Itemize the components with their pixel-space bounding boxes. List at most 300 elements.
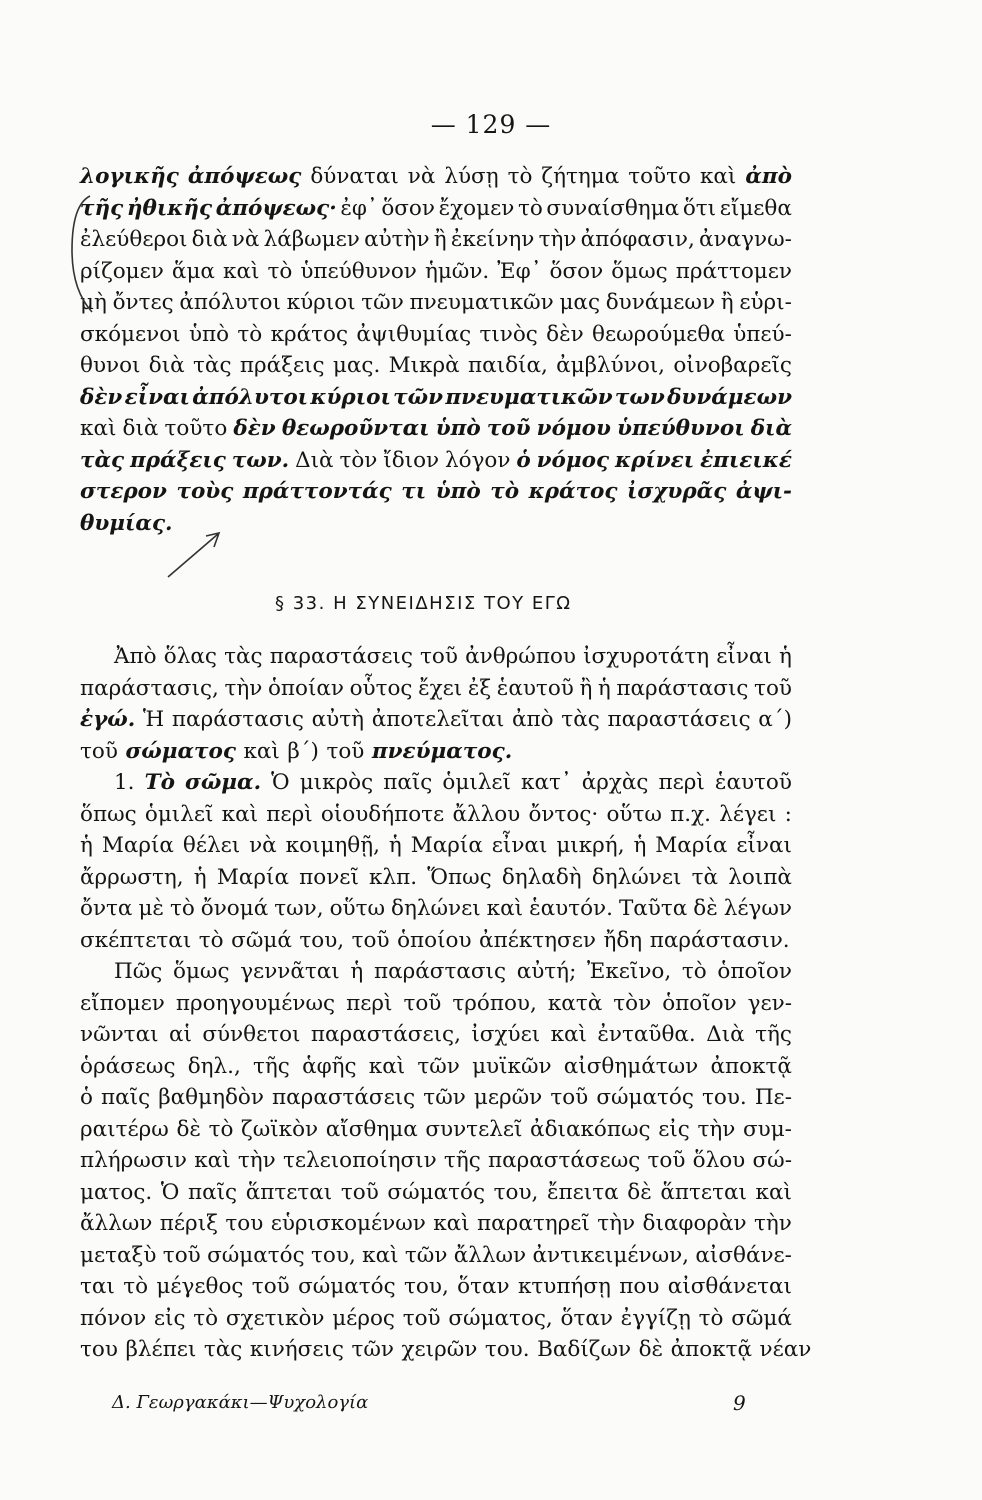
word: περὶ	[266, 801, 313, 827]
word: σώματος,	[448, 1305, 553, 1331]
word: τοῦ	[754, 675, 792, 701]
word: ἅπτεται	[660, 1179, 747, 1205]
word: τὸν	[339, 447, 378, 473]
word: του	[225, 1211, 264, 1236]
word: νόμου	[536, 416, 611, 441]
word: ἄρρωστη,	[80, 864, 184, 890]
word: ὅταν	[457, 1274, 510, 1299]
word: γεν-	[747, 990, 792, 1016]
word: ματος.	[80, 1179, 153, 1205]
word: καὶ	[80, 416, 117, 441]
word: δὲν	[233, 416, 276, 441]
word: ὑπεύ-	[733, 321, 792, 347]
word: του,	[493, 1179, 539, 1205]
text-line	[80, 1208, 792, 1240]
word: δηλώνει	[391, 896, 481, 921]
word: ὑπεύθυνον	[300, 258, 417, 284]
word: ὁμιλεῖ	[442, 770, 511, 795]
word: των,	[274, 896, 324, 921]
paragraph	[80, 767, 792, 956]
word: σώματός	[298, 1274, 396, 1299]
word: τὰ	[691, 864, 719, 890]
word: σκόμενοι	[80, 321, 181, 347]
word: ἔπειτα	[547, 1179, 619, 1205]
word: μας.	[332, 353, 381, 378]
word: λοιπὰ	[728, 864, 792, 890]
word: νὰ	[407, 164, 436, 189]
text-line	[80, 956, 792, 988]
word: ἑαυτοῦ	[714, 770, 792, 795]
word: διαφορὰν	[642, 1211, 747, 1236]
word: ἀψιθυμίας	[356, 321, 472, 347]
word: λογικῆς	[80, 164, 179, 189]
word: τινὸς	[479, 321, 538, 347]
word: κτυπήσῃ	[517, 1274, 611, 1299]
word: ἔχομεν	[438, 195, 515, 221]
word: περὶ	[346, 990, 393, 1016]
text-line	[80, 1114, 792, 1146]
word: δὲν	[80, 384, 123, 410]
word: διὰ	[191, 227, 228, 252]
word: ἀπόλυτοι	[192, 384, 309, 410]
word: καὶ	[223, 258, 260, 284]
word: θεωροῦνται	[281, 416, 430, 441]
word: τοῦτο	[164, 416, 228, 441]
word: ζήτημα	[541, 164, 620, 189]
word: τοῦτο	[628, 164, 691, 189]
text-line	[80, 1303, 792, 1335]
word: ὑπὸ	[435, 479, 481, 504]
word: των	[614, 384, 665, 410]
word: ἁφῆς	[302, 1053, 357, 1079]
word: Ταῦτα	[618, 896, 688, 921]
word: ἀδιακόπως	[530, 1116, 651, 1142]
footer-signature-number: 9	[733, 1391, 746, 1415]
word: π.χ.	[670, 801, 711, 827]
word: παράστασιν.	[649, 927, 790, 953]
word: θέλει	[182, 833, 241, 858]
word: λύσῃ	[444, 164, 499, 189]
word: ἡ	[193, 864, 207, 890]
text-line	[80, 1271, 792, 1303]
word: δὲν	[546, 321, 584, 347]
word: σώματός	[207, 1242, 305, 1268]
word: οἰνοβαρεῖς	[673, 353, 792, 378]
word: ἔχει	[418, 675, 463, 701]
word: μέρος	[332, 1305, 395, 1331]
word: πέριξ	[159, 1211, 218, 1236]
arrow-mark	[168, 533, 219, 577]
word: αὐτὴ	[311, 707, 365, 732]
word: του,	[311, 1242, 356, 1268]
word: ὁράσεως	[80, 1053, 176, 1079]
word: μικρὸς	[299, 770, 374, 795]
word: παῖς	[187, 1179, 238, 1205]
word: δυνάμεων	[605, 290, 716, 315]
word: διὰ	[122, 416, 159, 441]
word: πονεῖ	[299, 864, 359, 890]
word: τὴν	[224, 675, 263, 701]
word: δὲ	[638, 1337, 664, 1362]
word: παραστάσεις	[272, 1085, 416, 1110]
word: τοῦ	[647, 1148, 686, 1173]
word: τῶν	[361, 290, 404, 315]
word: κατὰ	[547, 990, 603, 1016]
word: ἀποκτᾷ	[670, 1337, 753, 1362]
word: δὲ	[693, 896, 718, 921]
word: τῶν	[423, 1085, 466, 1110]
word: ὑπὸ	[435, 416, 481, 441]
word: ἅμα	[171, 258, 215, 284]
word: Μαρία	[655, 833, 728, 858]
word: παῖς	[101, 1085, 151, 1110]
word: ἡμῶν.	[424, 258, 490, 284]
word: τὴν	[538, 227, 577, 252]
word: πράξεις	[239, 353, 325, 378]
word: ται	[80, 1274, 115, 1299]
word: ἀπὸ	[745, 164, 792, 189]
word: δύναται	[310, 164, 399, 189]
word: Ἐφ᾽	[497, 258, 542, 284]
word: Τὸ	[144, 770, 175, 795]
word: δηλώνει	[591, 864, 682, 890]
word: ὁ	[80, 1085, 93, 1110]
word: αὐτὴν	[364, 227, 430, 252]
paragraph	[80, 641, 792, 767]
word: ὅταν	[560, 1305, 613, 1331]
text-line	[80, 673, 792, 705]
word: ὄντες	[112, 290, 174, 315]
word: παράστασις	[373, 959, 507, 984]
word: οἱουδήποτε	[320, 801, 445, 827]
word: κράτος	[270, 321, 349, 347]
word: ἄλλων	[453, 1242, 527, 1268]
word: ἀπόψεως·	[215, 195, 337, 221]
word: ὅσον	[381, 195, 435, 221]
word: ἢ	[433, 227, 447, 252]
word: μέγεθος	[156, 1274, 244, 1299]
word: ἀπὸ	[512, 707, 554, 732]
word: παρατηρεῖ	[477, 1211, 590, 1236]
word: σώματός	[387, 1179, 485, 1205]
word: ὄντα	[80, 896, 133, 921]
word: 1.	[114, 770, 135, 795]
word: λέγων	[723, 896, 792, 921]
word: νόμος	[536, 447, 610, 473]
word: του.	[701, 1085, 747, 1110]
word: του,	[404, 1274, 449, 1299]
word: ἢ	[720, 290, 734, 315]
word: μυϊκῶν	[472, 1053, 552, 1079]
word: διὰ	[750, 416, 792, 441]
text-line	[80, 704, 792, 736]
text-line	[80, 1145, 792, 1177]
word: :	[784, 801, 792, 827]
word: καὶ	[433, 1211, 470, 1236]
word: Διὰ	[706, 1022, 745, 1047]
word: τὰς	[224, 644, 263, 669]
text-line	[80, 799, 792, 831]
word: ἡ	[350, 959, 364, 984]
word: δηλαδὴ	[501, 864, 582, 890]
word: Πῶς	[114, 959, 163, 984]
word: σώ-	[752, 1148, 792, 1173]
word: ἅπτεται	[245, 1179, 333, 1205]
word: παραστάσεις	[269, 644, 413, 669]
word: τῆς	[80, 195, 124, 221]
text-line	[80, 1177, 792, 1209]
word: αἰσθημάτων	[563, 1053, 699, 1079]
text-line	[80, 925, 792, 957]
word: περὶ	[658, 770, 705, 795]
text-line	[80, 161, 792, 193]
text-line	[80, 287, 792, 319]
word: κράτος	[528, 479, 618, 504]
word: Πε-	[754, 1085, 792, 1110]
word: οὕτω	[329, 896, 386, 921]
word: κλπ.	[369, 864, 418, 890]
word: Ἐκεῖνο,	[587, 959, 672, 984]
text-line	[80, 1051, 792, 1083]
word: αἴσθημα	[325, 1116, 418, 1142]
text-line	[80, 736, 792, 768]
word: κατ᾽	[521, 770, 572, 795]
word: ὅλας	[163, 644, 217, 669]
word: μικρή,	[556, 833, 625, 858]
word: δηλ.,	[187, 1053, 241, 1079]
text-line	[80, 476, 792, 508]
word: οὕτω	[606, 801, 662, 827]
word: τὸ	[193, 1305, 219, 1331]
word: τὰς	[80, 447, 125, 473]
word: σῶμά	[231, 927, 292, 953]
word: Ἀπὸ	[114, 644, 157, 669]
word: ἀνθρώπου	[465, 644, 576, 669]
word: τῶν	[351, 1337, 394, 1362]
word: πλήρωσιν	[80, 1148, 187, 1173]
word: μὲ	[138, 896, 164, 921]
word: κύριοι	[310, 384, 391, 410]
word: νὰ	[231, 227, 260, 252]
text-line	[80, 508, 792, 540]
word: σῶμα.	[184, 770, 262, 795]
word: συναίσθημα	[546, 195, 680, 221]
word: λέγει	[719, 801, 777, 827]
word: δὲ	[176, 1116, 201, 1142]
word: ἐπιεικέ	[700, 447, 792, 473]
word: β΄)	[287, 738, 319, 764]
word: τὰς	[203, 1337, 243, 1362]
word: εἴμεθα	[719, 195, 792, 221]
word: καὶ	[243, 738, 280, 764]
word: τοὺς	[176, 479, 234, 504]
word: βλέπει	[125, 1337, 197, 1362]
word: ἡ	[80, 833, 93, 858]
word: τὸ	[198, 927, 224, 953]
word: Μικρὰ	[388, 353, 460, 378]
word: ὁ	[516, 447, 531, 473]
text-line	[80, 319, 792, 351]
word: τῶν	[404, 1242, 448, 1268]
word: ἀποτελεῖται	[371, 707, 505, 732]
word: ὅτι	[682, 195, 717, 221]
word: τῆς	[755, 1022, 792, 1047]
word: καὶ	[755, 1179, 792, 1205]
word: ὅσον	[549, 258, 604, 284]
word: χειρῶν	[401, 1337, 478, 1362]
word: κύριοι	[286, 290, 356, 315]
word: εἶναι	[716, 644, 772, 669]
word: τοῦ	[403, 990, 442, 1016]
word: τοῦ	[402, 1305, 441, 1331]
word: αἰσθάνεται	[667, 1274, 792, 1299]
word: ρίζομεν	[80, 258, 164, 284]
page-number: — 129 —	[430, 110, 552, 139]
word: νὰ	[249, 833, 277, 858]
word: τὸ	[208, 1116, 234, 1142]
text-line	[80, 862, 792, 894]
word: σχετικὸν	[225, 1305, 325, 1331]
text-line	[80, 445, 792, 477]
word: τρόπου,	[452, 990, 537, 1016]
word: μεταξὺ	[80, 1242, 157, 1268]
word: ἀρχὰς	[581, 770, 649, 795]
word: ζωϊκὸν	[241, 1116, 319, 1142]
word: Ἡ	[142, 707, 165, 732]
text-line	[80, 193, 792, 225]
word: τελειοποίησιν	[282, 1148, 437, 1173]
word: τοῦ	[251, 1274, 290, 1299]
word: σώματός	[596, 1085, 694, 1110]
word: αὐτή;	[516, 959, 577, 984]
word: καὶ	[486, 896, 524, 921]
word: ὅμως	[611, 258, 668, 284]
text-block-top	[80, 161, 792, 539]
word: ὑπὸ	[188, 321, 230, 347]
word: τι	[401, 479, 427, 504]
word: εἶναι	[491, 833, 548, 858]
word: πνευματικῶν	[409, 290, 554, 315]
word: τὸ	[237, 321, 263, 347]
word: ἰσχυρᾶς	[627, 479, 727, 504]
word: εἶναι	[736, 833, 792, 858]
word: τὸ	[490, 479, 520, 504]
word: που	[619, 1274, 660, 1299]
word: ἢ	[579, 675, 593, 701]
word: ἑαυτόν.	[529, 896, 613, 921]
word: τὴν	[697, 1116, 736, 1142]
text-line	[80, 641, 792, 673]
word: τὰς	[193, 353, 232, 378]
word: ἡ	[633, 833, 647, 858]
word: παραστάσεις,	[310, 1022, 461, 1047]
word: πράξεις	[130, 447, 226, 473]
text-line	[80, 382, 792, 414]
paragraph	[80, 956, 812, 1366]
word: καὶ	[550, 1022, 587, 1047]
word: ἀντικειμένων,	[532, 1242, 690, 1268]
word: τῆς	[253, 1053, 290, 1079]
word: σώματος	[125, 738, 236, 764]
word: δὲ	[627, 1179, 652, 1205]
section-heading: § 33. Η ΣΥΝΕΙΔΗΣΙΣ ΤΟΥ ΕΓΩ	[275, 593, 572, 614]
word: των.	[231, 447, 290, 473]
footer-signature: Δ. Γεωργακάκι—Ψυχολογία	[112, 1392, 369, 1413]
word: ὅπως	[80, 801, 137, 827]
word: Μαρία	[410, 833, 483, 858]
word: ἄλλου	[452, 801, 521, 827]
word: τὸ	[123, 1274, 149, 1299]
word: διὰ	[148, 353, 185, 378]
word: τοῦ	[162, 1242, 201, 1268]
word: ἀμβλύνοι,	[556, 353, 666, 378]
word: δυνάμεων	[667, 384, 792, 410]
word: πράττομεν	[675, 258, 792, 284]
word: εἰς	[658, 1116, 690, 1142]
text-line	[80, 413, 792, 445]
word: τοῦ	[420, 644, 458, 669]
text-line	[80, 256, 792, 288]
word: εἰς	[153, 1305, 186, 1331]
word: εἶναι	[124, 384, 190, 410]
word: ἡ	[597, 675, 611, 701]
word: συντελεῖ	[425, 1116, 523, 1142]
word: κρίνει	[614, 447, 695, 473]
text-line	[80, 350, 792, 382]
word: Βαδίζων	[537, 1337, 632, 1362]
word: ἰσχύει	[471, 1022, 541, 1047]
text-line	[80, 767, 792, 799]
text-line	[80, 224, 792, 256]
word: γεννᾶται	[240, 959, 340, 984]
word: πράττοντάς	[242, 479, 392, 504]
word: παράστασις	[171, 707, 304, 732]
word: ἑαυτοῦ	[496, 675, 574, 701]
word: τοῦ	[486, 416, 531, 441]
word: τῶν	[393, 384, 444, 410]
word: μὴ	[80, 290, 107, 315]
word: ὄντος·	[528, 801, 599, 827]
word: Διὰ	[295, 447, 334, 473]
word: Ὁ	[160, 1179, 180, 1205]
word: οὗτος	[349, 675, 413, 701]
word: στερον	[80, 479, 167, 504]
word: ἀψι-	[735, 479, 792, 504]
text-line	[80, 988, 792, 1020]
word: ἀναγνω-	[699, 227, 792, 252]
word: μερῶν	[473, 1085, 543, 1110]
word: τὴν	[237, 1148, 276, 1173]
word: τὸ	[267, 258, 293, 284]
word: καὶ	[699, 164, 737, 189]
word: προηγουμένως	[175, 990, 336, 1016]
text-line	[80, 1240, 792, 1272]
word: ἤδη	[603, 927, 643, 953]
word: αἰσθάνε-	[695, 1242, 792, 1268]
word: ραιτέρω	[80, 1116, 169, 1142]
word: θυμίας.	[80, 510, 173, 536]
text-line	[80, 830, 792, 862]
word: ἀπόφασιν,	[580, 227, 695, 252]
word: ὁμιλεῖ	[144, 801, 214, 827]
word: του	[80, 1337, 118, 1362]
word: ἀπόψεως	[187, 164, 302, 189]
word: μας	[559, 290, 600, 315]
word: ἄλλων	[80, 1211, 153, 1236]
text-line	[80, 1019, 792, 1051]
word: κινήσεις	[249, 1337, 344, 1362]
word: Ὁ	[271, 770, 290, 795]
